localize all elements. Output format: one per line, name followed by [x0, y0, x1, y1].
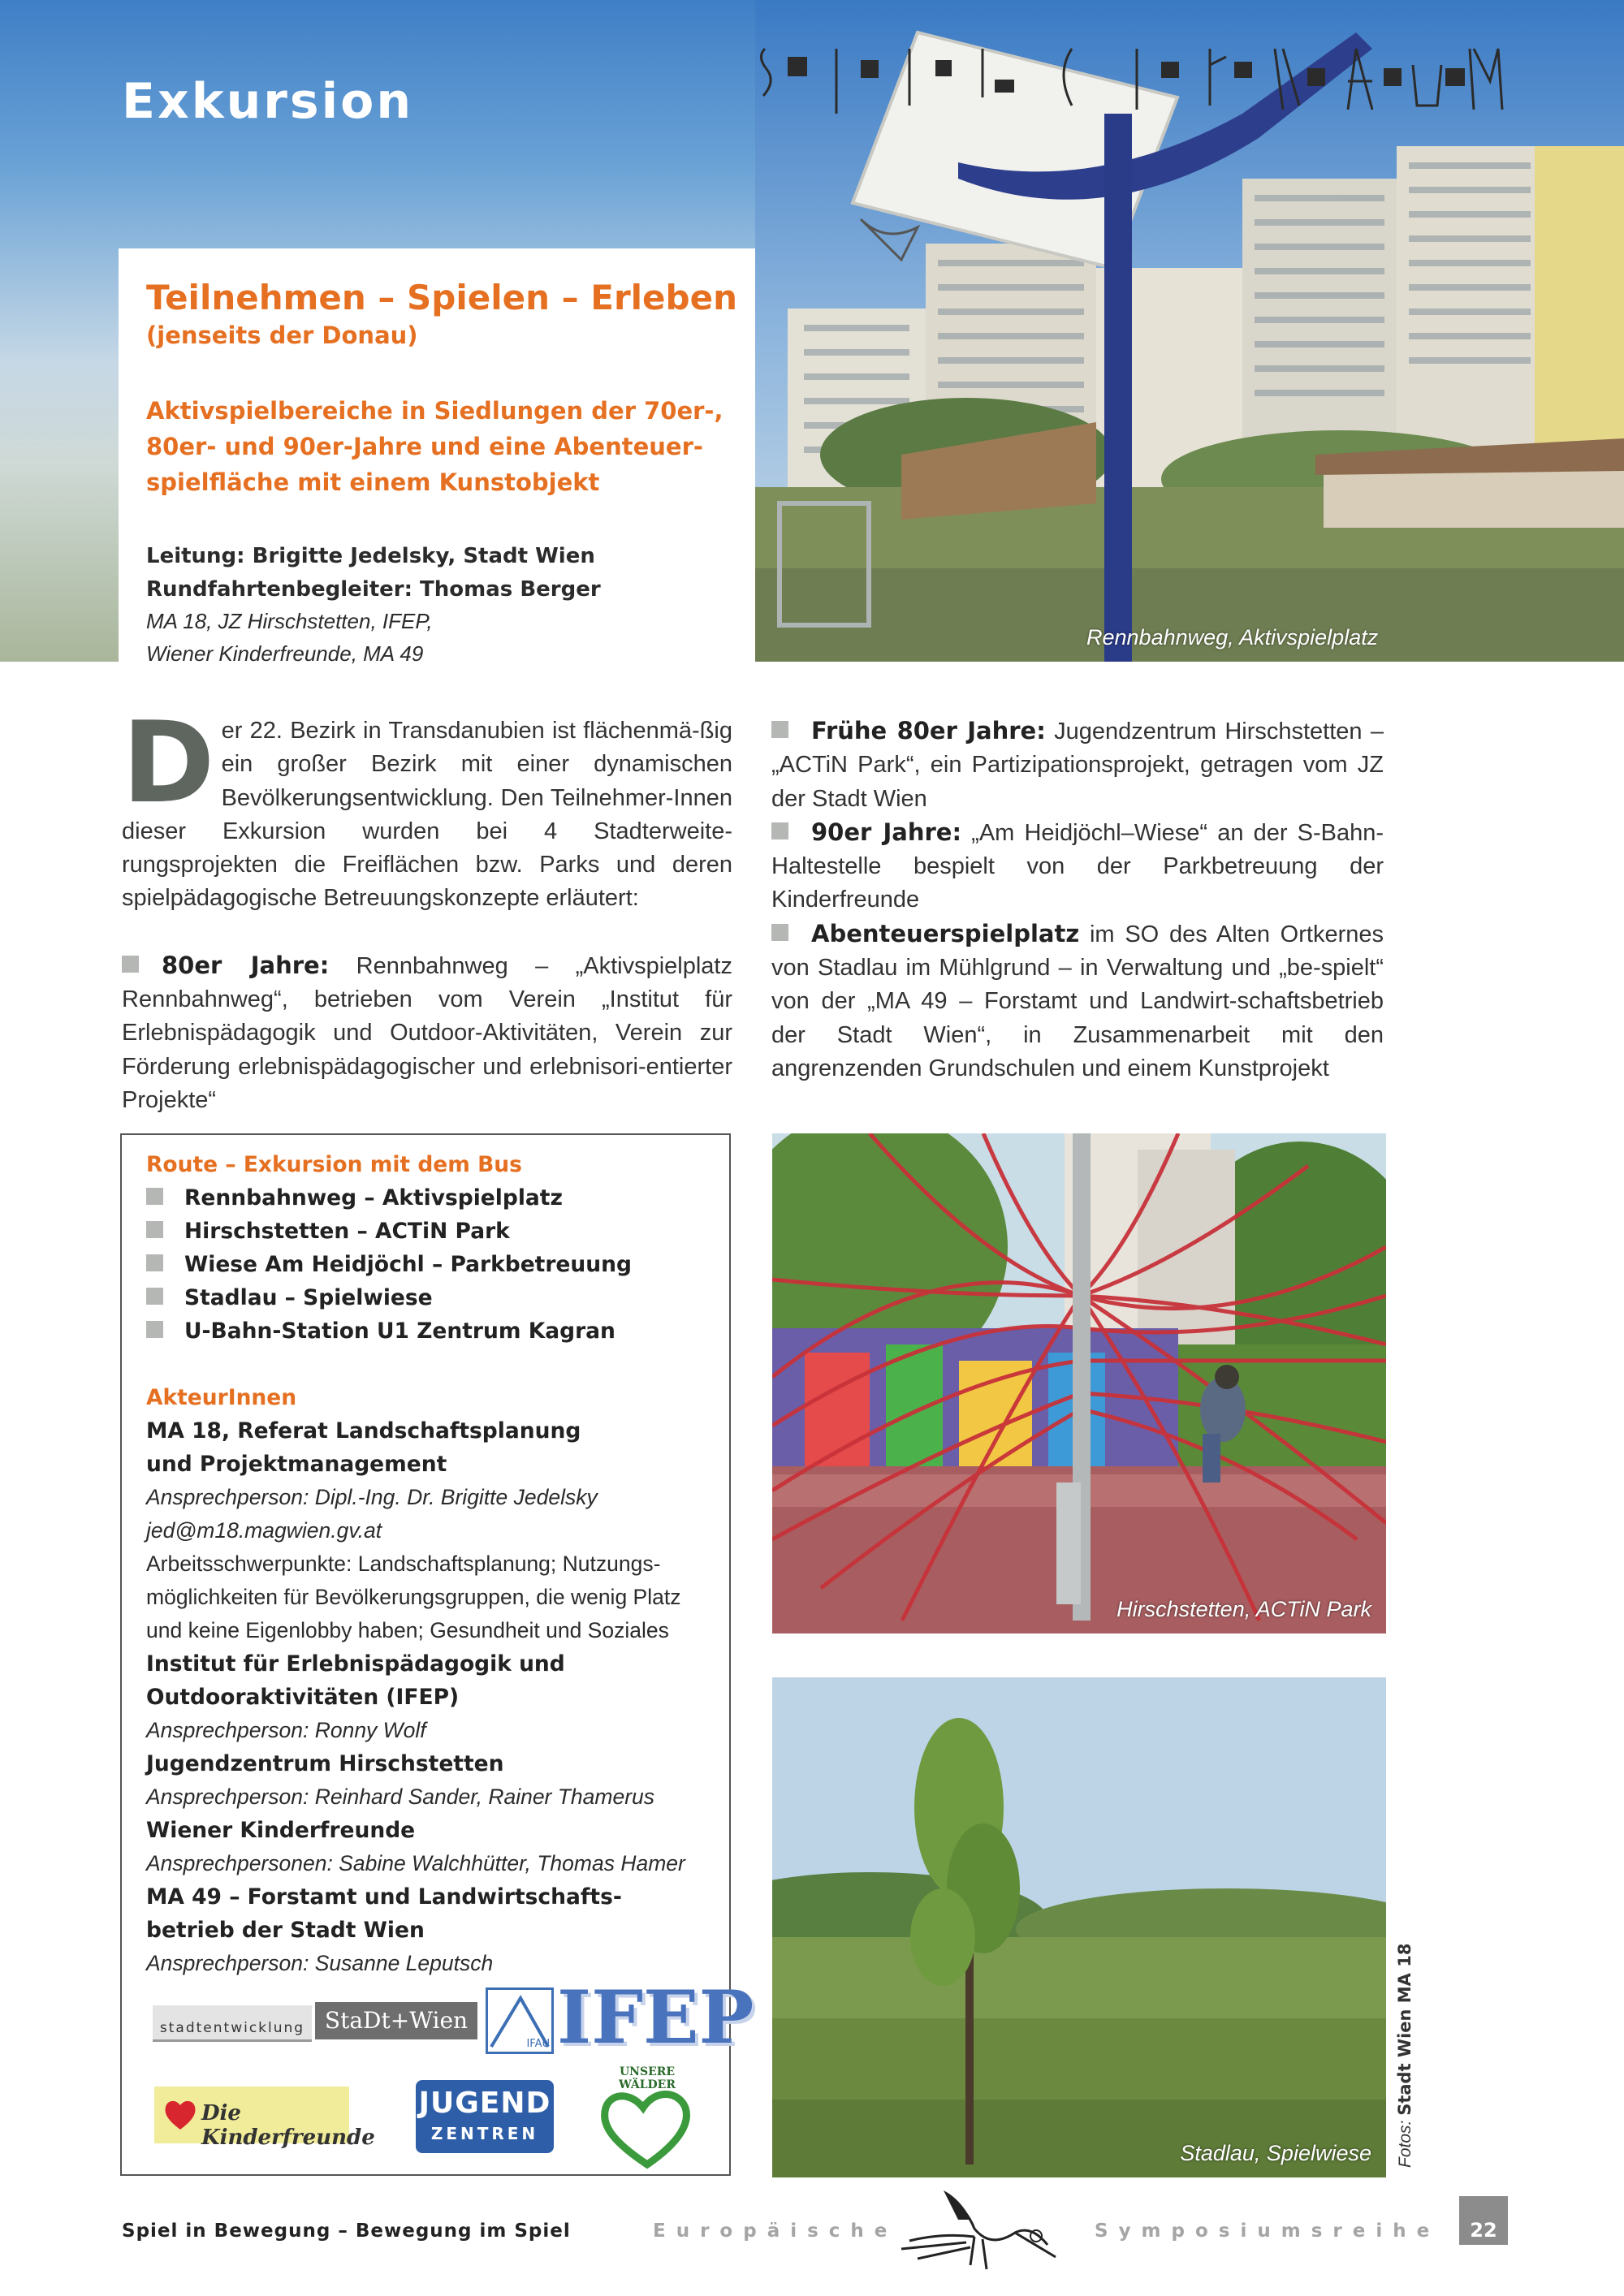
route-stop: Stadlau – Spielwiese	[146, 1281, 433, 1314]
title-card	[119, 248, 755, 666]
actor-email: jed@m18.magwien.gv.at	[146, 1518, 382, 1543]
body-column-right	[771, 714, 1384, 1085]
actor-name: Outdooraktivitäten (IFEP)	[146, 1685, 460, 1710]
item-heading: Frühe 80er Jahre:	[811, 717, 1046, 744]
bullet-square-icon	[146, 1288, 163, 1305]
route-heading: Route – Exkursion mit dem Bus	[146, 1152, 522, 1177]
actor-name: Wiener Kinderfreunde	[146, 1818, 416, 1843]
article-title: Teilnehmen – Spielen – Erleben	[146, 278, 737, 317]
info-box	[120, 1133, 754, 2176]
bullet-square-icon	[771, 721, 788, 738]
footer-series-left: Europäische	[653, 2220, 898, 2242]
drop-cap: D	[122, 697, 215, 828]
item-heading: 90er Jahre:	[811, 818, 962, 846]
lead-line: 80er- und 90er-Jahre und eine Abenteuer-	[146, 433, 703, 460]
actor-name: und Projektmanagement	[146, 1452, 447, 1477]
actor-name: MA 49 – Forstamt und Landwirtschafts-	[146, 1884, 622, 1910]
item-heading: Abenteuerspielplatz	[811, 919, 1080, 947]
actor-contact: Ansprechperson: Dipl.-Ing. Dr. Brigitte Jedelsky	[146, 1485, 598, 1509]
route-stop: Hirschstetten – ACTiN Park	[146, 1215, 510, 1248]
stadlau-photo-caption: Stadlau, Spielwiese	[1180, 2141, 1371, 2165]
item-text: „Am Heidjöchl–Wiese“ an der S-Bahn-Haltestelle bespielt von der Parkbetreuung der Kinderfreunde	[771, 819, 1384, 913]
body-column-left	[122, 697, 732, 1117]
stadtentwicklung-logo: stadtentwicklung	[153, 2005, 312, 2042]
item-text: Rennbahnweg – „Aktivspielplatz Rennbahnweg“, betrieben vom Verein „Institut für Erlebnispädagogik und Outdoor-Aktivitäten, Verein zur Förderung erlebnispädagogischer und erlebnisori-entierter Projekte“	[122, 952, 732, 1113]
header-photo-caption: Rennbahnweg, Aktivspielplatz	[1086, 625, 1379, 650]
actor-contact: Ansprechperson: Susanne Leputsch	[146, 1951, 494, 1975]
route-stop: Wiese Am Heidjöchl – Parkbetreuung	[146, 1248, 632, 1281]
bullet-square-icon	[146, 1254, 163, 1271]
page-number: 22	[1459, 2196, 1508, 2245]
climbing-net-image	[772, 1133, 1386, 1634]
lead-line: Aktivspielbereiche in Siedlungen der 70er-,	[146, 397, 723, 425]
kinderfreunde-logo: Die Kinderfreunde	[154, 2087, 349, 2143]
route-stop: Rennbahnweg – Aktivspielplatz	[146, 1181, 563, 1215]
stadtwien-logo: StaDt+Wien	[315, 2002, 477, 2039]
bullet-square-icon	[146, 1188, 163, 1205]
bullet-square-icon	[146, 1221, 163, 1238]
actors-heading: AkteurInnen	[146, 1385, 297, 1410]
ifep-logo: IFEP	[557, 1974, 754, 2061]
intro-paragraph: er 22. Bezirk in Transdanubien ist flächenmä-ßig ein großer Bezirk mit einer dynamischen Bevölkerungsentwicklung. Den Teilnehmer-Innen dieser Exkursion wurden bei 4 Stadterweite-rungsprojekten die Freiflächen bzw. Parks und deren spielpädagogische Betreuungskonzepte erläutert:	[122, 718, 732, 912]
organisations-line: MA 18, JZ Hirschstetten, IFEP,	[146, 609, 433, 633]
bullet-square-icon	[771, 924, 788, 941]
lead-line: spielfläche mit einem Kunstobjekt	[146, 468, 600, 496]
bullet-square-icon	[771, 822, 788, 839]
item-text: Jugendzentrum Hirschstetten – „ACTiN Park“, ein Partizipationsprojekt, getragen vom JZ der Stadt Wien	[771, 719, 1384, 812]
ifau-logo: IFAU	[486, 1987, 554, 2054]
photo-credit: Fotos: Stadt Wien MA 18	[1395, 1943, 1415, 2168]
jugendzentren-logo: JUGEND ZENTREN	[416, 2080, 554, 2153]
actor-focus: und keine Eigenlobby haben; Gesundheit und Soziales	[146, 1618, 669, 1642]
route-stop: U-Bahn-Station U1 Zentrum Kagran	[146, 1314, 615, 1348]
bullet-square-icon	[146, 1321, 163, 1338]
actor-name: Institut für Erlebnispädagogik und	[146, 1651, 565, 1677]
footer-series-right: Symposiumsreihe	[1095, 2220, 1440, 2242]
organisations-line: Wiener Kinderfreunde, MA 49	[146, 641, 424, 666]
stadlau-photo	[772, 1677, 1386, 2177]
actor-name: Jugendzentrum Hirschstetten	[146, 1751, 504, 1776]
actor-contact: Ansprechpersonen: Sabine Walchhütter, Thomas Hamer	[146, 1851, 685, 1875]
actor-contact: Ansprechperson: Ronny Wolf	[146, 1718, 426, 1742]
section-title: Exkursion	[122, 73, 414, 130]
actor-contact: Ansprechperson: Reinhard Sander, Rainer Thamerus	[146, 1785, 655, 1809]
begleiter-line: Rundfahrtenbegleiter: Thomas Berger	[146, 577, 601, 602]
article-lead	[146, 393, 739, 500]
leitung-line: Leitung: Brigitte Jedelsky, Stadt Wien	[146, 544, 595, 568]
heart-icon	[162, 2097, 198, 2133]
article-subtitle: (jenseits der Donau)	[146, 322, 418, 349]
bullet-square-icon	[122, 956, 139, 973]
item-heading: 80er Jahre:	[162, 951, 330, 979]
footer-title: Spiel in Bewegung – Bewegung im Spiel	[122, 2220, 571, 2242]
spielraum-logo-text: SpielRaum	[755, 32, 759, 33]
actin-photo-caption: Hirschstetten, ACTiN Park	[1116, 1597, 1371, 1621]
heart-outline-icon	[594, 2083, 700, 2173]
unsere-waelder-logo: UNSERE WÄLDER	[594, 2065, 700, 2171]
item-text: im SO des Alten Ortkernes von Stadlau im Mühlgrund – in Verwaltung und „be-spielt“ von der „MA 49 – Forstamt und Landwirt-schaftsbetrieb der Stadt Wien“, in Zusammenarbeit mit den angrenzenden Grundschulen und einem Kunstprojekt	[771, 921, 1384, 1081]
actin-park-photo	[772, 1133, 1386, 1634]
actor-focus: Arbeitsschwerpunkte: Landschaftsplanung; Nutzungs-	[146, 1552, 661, 1576]
actor-focus: möglichkeiten für Bevölkerungsgruppen, die wenig Platz	[146, 1585, 681, 1609]
actor-name: MA 18, Referat Landschaftsplanung	[146, 1418, 581, 1444]
spielraum-logo	[755, 32, 1510, 122]
stork-icon	[893, 2184, 1064, 2273]
meadow-image	[772, 1677, 1386, 2177]
actor-name: betrieb der Stadt Wien	[146, 1918, 425, 1943]
